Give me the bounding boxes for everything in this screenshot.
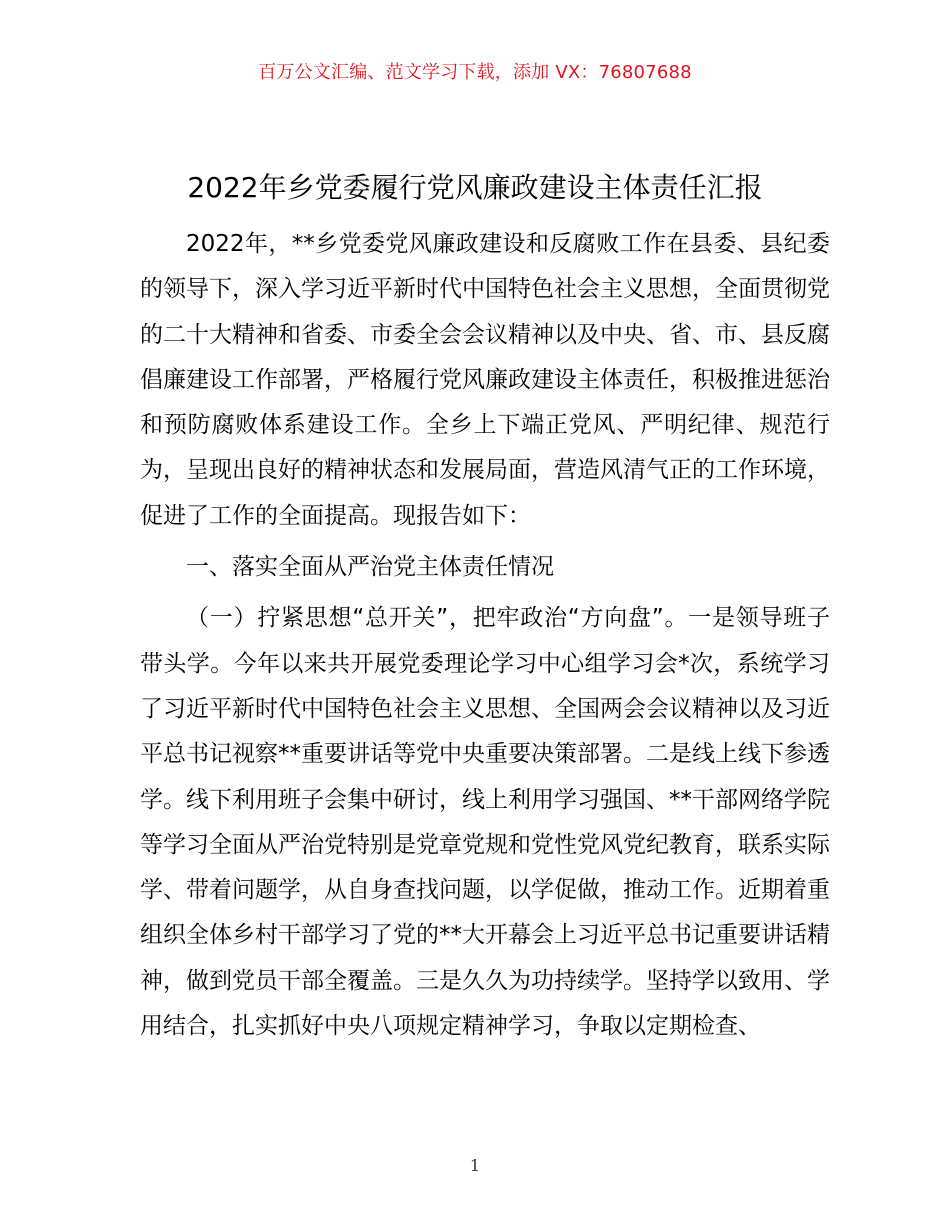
page-number: 1	[469, 1156, 481, 1175]
subsection-paragraph-1: （一）拧紧思想“总开关”，把牢政治“方向盘”。一是领导班子带头学。今年以来共开展党委理论学习中心组学习会*次，系统学习了习近平新时代中国特色社会主义思想、全国两会会议精神以及习近平总书记视察**重要讲话等党中央重要决策部署。二是线上线下参透学。线下利用班子会集中研讨，线上利用学习强国、**干部网络学院等学习全面从严治党特别是党章党规和党性党风党纪教育，联系实际学、带着问题学，从自身查找问题，以学促做，推动工作。近期着重组织全体乡村干部学习了党的**大开幕会上习近平总书记重要讲话精神，做到党员干部全覆盖。三是久久为功持续学。坚持学以致用、学用结合，扎实抓好中央八项规定精神学习，争取以定期检查、	[140, 605, 830, 1040]
intro-paragraph: 2022年，**乡党委党风廉政建设和反腐败工作在县委、县纪委的领导下，深入学习近平新时代中国特色社会主义思想，全面贯彻党的二十大精神和省委、市委全会会议精神以及中央、省、市、县反腐倡廉建设工作部署，严格履行党风廉政建设主体责任，积极推进惩治和预防腐败体系建设工作。全乡上下端正党风、严明纪律、规范行为，呈现出良好的精神状态和发展局面，营造风清气正的工作环境，促进了工作的全面提高。现报告如下：	[140, 231, 830, 529]
document-body	[140, 222, 830, 1049]
header-watermark-note: 百万公文汇编、范文学习下载，添加 VX：76807688	[258, 62, 692, 83]
section-heading-1: 一、落实全面从严治党主体责任情况	[186, 554, 554, 581]
document-title: 2022年乡党委履行党风廉政建设主体责任汇报	[187, 171, 763, 204]
